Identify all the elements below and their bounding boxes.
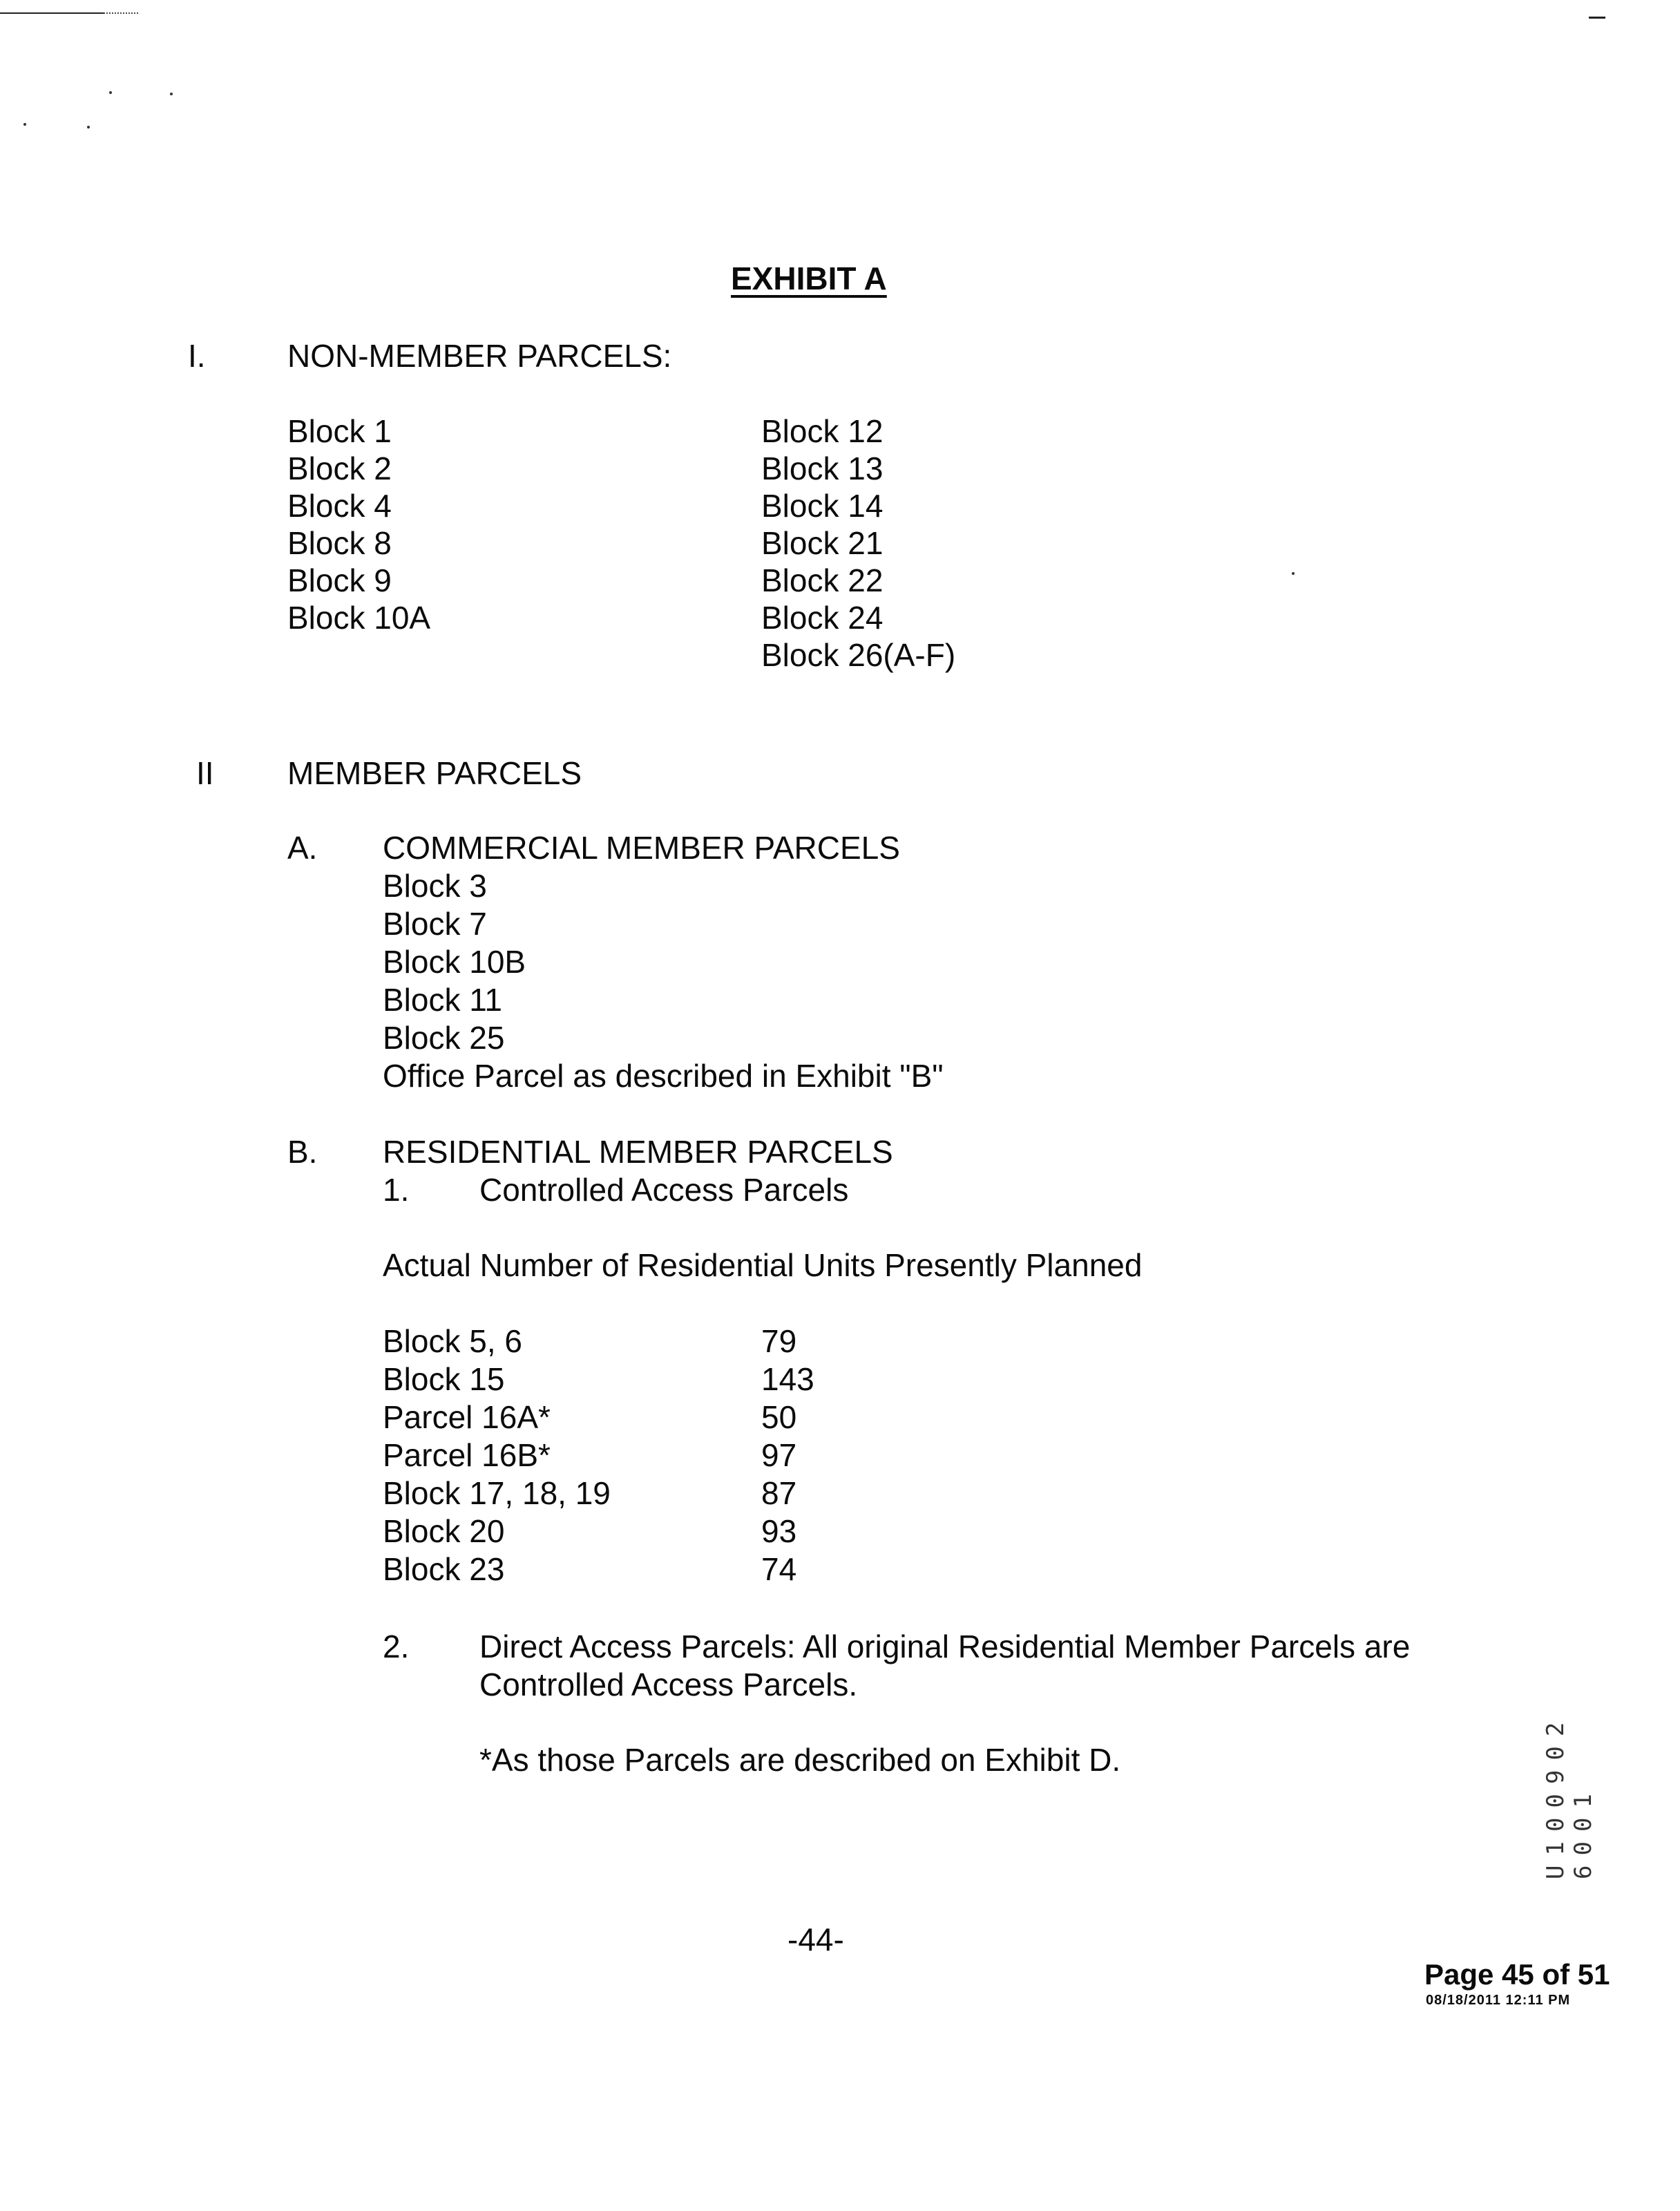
nonmember-right-item: Block 14 [761,488,884,524]
units-heading: Actual Number of Residential Units Presently Planned [383,1247,1143,1283]
units-row-count: 87 [761,1475,797,1511]
nonmember-right-item: Block 12 [761,413,884,449]
nonmember-right-item: Block 22 [761,562,884,598]
units-row-parcel: Block 20 [383,1513,505,1549]
commercial-item: Block 25 [383,1020,505,1056]
section-2-numeral: II [196,755,214,791]
nonmember-right-item: Block 24 [761,600,884,636]
scan-corner-mark [1589,17,1605,19]
units-row-parcel: Block 17, 18, 19 [383,1475,611,1511]
subsection-a-letter: A. [287,830,318,866]
item-2-number: 2. [383,1629,410,1664]
units-row-count: 50 [761,1399,797,1435]
nonmember-right-item: Block 21 [761,525,884,561]
scan-speck [1292,572,1295,575]
scan-speck [87,126,90,129]
nonmember-right-item: Block 13 [761,450,884,486]
units-row-parcel: Parcel 16B* [383,1437,551,1473]
units-row-count: 93 [761,1513,797,1549]
footer-page-label: Page 45 of 51 [1424,1958,1610,1991]
section-1-numeral: I. [188,338,206,374]
units-row-count: 143 [761,1361,814,1397]
item-1-number: 1. [383,1172,410,1208]
units-row-parcel: Parcel 16A* [383,1399,551,1435]
item-1-title: Controlled Access Parcels [479,1172,849,1208]
subsection-b-title: RESIDENTIAL MEMBER PARCELS [383,1134,893,1170]
item-2-line-1: Direct Access Parcels: All original Residential Member Parcels are [479,1629,1411,1664]
exhibit-title: EXHIBIT A [731,260,887,296]
scan-speck [23,123,26,126]
commercial-item: Block 7 [383,906,487,942]
footer-timestamp: 08/18/2011 12:11 PM [1426,1993,1571,2008]
section-2-title: MEMBER PARCELS [287,755,582,791]
units-row-parcel: Block 5, 6 [383,1323,522,1359]
commercial-item: Office Parcel as described in Exhibit "B" [383,1058,944,1094]
section-1-title: NON-MEMBER PARCELS: [287,338,672,374]
commercial-item: Block 3 [383,868,487,904]
side-recording-stamp: U100902 6001 [1542,1712,1597,1879]
nonmember-left-item: Block 1 [287,413,392,449]
commercial-item: Block 11 [383,982,503,1018]
page-number: -44- [788,1921,844,1957]
scan-speck [109,91,112,94]
nonmember-left-item: Block 8 [287,525,392,561]
scan-speck [170,93,173,95]
units-row-parcel: Block 23 [383,1551,505,1587]
units-row-count: 79 [761,1323,797,1359]
scan-top-rule [0,12,104,14]
item-2-line-2: Controlled Access Parcels. [479,1667,858,1702]
nonmember-left-item: Block 9 [287,562,392,598]
nonmember-right-item: Block 26(A-F) [761,637,956,673]
units-row-count: 74 [761,1551,797,1587]
nonmember-left-item: Block 4 [287,488,392,524]
units-row-parcel: Block 15 [383,1361,505,1397]
subsection-a-title: COMMERCIAL MEMBER PARCELS [383,830,900,866]
footnote: *As those Parcels are described on Exhibit D. [479,1742,1121,1778]
subsection-b-letter: B. [287,1134,318,1170]
nonmember-left-item: Block 10A [287,600,431,636]
commercial-item: Block 10B [383,944,526,980]
units-row-count: 97 [761,1437,797,1473]
scan-top-dots [104,12,138,14]
nonmember-left-item: Block 2 [287,450,392,486]
